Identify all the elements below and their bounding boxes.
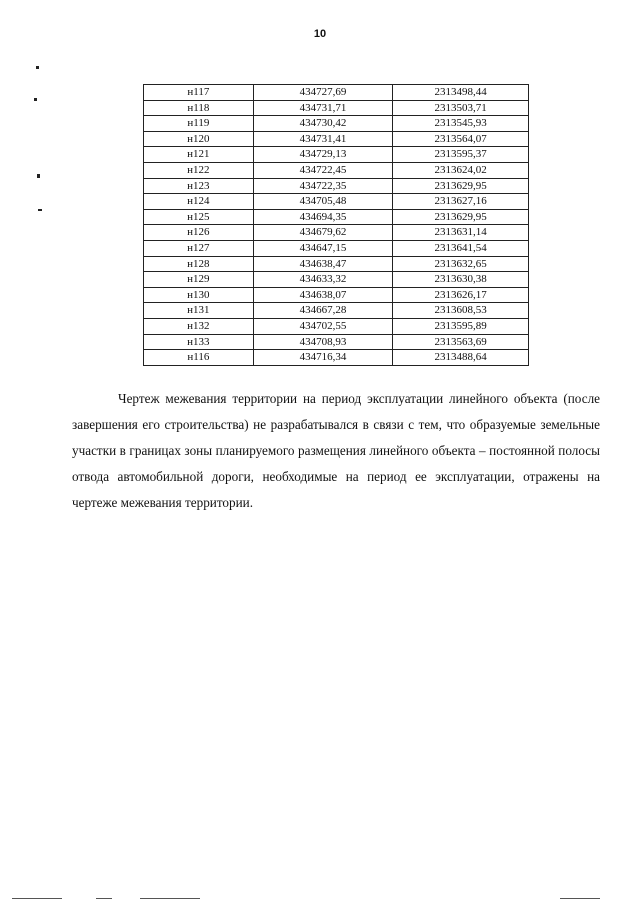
- x-coordinate-cell: 434647,15: [253, 240, 393, 256]
- point-name-cell: н129: [144, 272, 254, 288]
- y-coordinate-cell: 2313626,17: [393, 287, 529, 303]
- x-coordinate-cell: 434716,34: [253, 350, 393, 366]
- x-coordinate-cell: 434722,35: [253, 178, 393, 194]
- coordinates-table: [143, 84, 529, 366]
- table-row: [144, 85, 529, 101]
- table-row: [144, 100, 529, 116]
- point-name-cell: н126: [144, 225, 254, 241]
- point-name-cell: н128: [144, 256, 254, 272]
- point-name-cell: н117: [144, 85, 254, 101]
- y-coordinate-cell: 2313627,16: [393, 194, 529, 210]
- table-row: [144, 256, 529, 272]
- y-coordinate-cell: 2313563,69: [393, 334, 529, 350]
- scan-speck: [38, 209, 42, 211]
- point-name-cell: н125: [144, 209, 254, 225]
- point-name-cell: н124: [144, 194, 254, 210]
- table-row: [144, 350, 529, 366]
- table-row: [144, 178, 529, 194]
- y-coordinate-cell: 2313595,37: [393, 147, 529, 163]
- point-name-cell: н116: [144, 350, 254, 366]
- table-row: [144, 287, 529, 303]
- table-row: [144, 209, 529, 225]
- point-name-cell: н130: [144, 287, 254, 303]
- y-coordinate-cell: 2313630,38: [393, 272, 529, 288]
- x-coordinate-cell: 434694,35: [253, 209, 393, 225]
- point-name-cell: н133: [144, 334, 254, 350]
- x-coordinate-cell: 434729,13: [253, 147, 393, 163]
- point-name-cell: н132: [144, 318, 254, 334]
- y-coordinate-cell: 2313498,44: [393, 85, 529, 101]
- x-coordinate-cell: 434679,62: [253, 225, 393, 241]
- scan-speck: [34, 98, 37, 101]
- table-row: [144, 225, 529, 241]
- y-coordinate-cell: 2313624,02: [393, 162, 529, 178]
- y-coordinate-cell: 2313564,07: [393, 131, 529, 147]
- x-coordinate-cell: 434722,45: [253, 162, 393, 178]
- point-name-cell: н123: [144, 178, 254, 194]
- y-coordinate-cell: 2313545,93: [393, 116, 529, 132]
- scan-line: [12, 898, 62, 899]
- x-coordinate-cell: 434731,41: [253, 131, 393, 147]
- scan-speck: [36, 66, 39, 69]
- y-coordinate-cell: 2313629,95: [393, 209, 529, 225]
- table-row: [144, 162, 529, 178]
- point-name-cell: н120: [144, 131, 254, 147]
- point-name-cell: н122: [144, 162, 254, 178]
- table-row: [144, 272, 529, 288]
- paragraph: Чертеж межевания территории на период эксплуатации линейного объекта (после завершения его строительства) не разрабатывался в связи с тем, что образуемые земельные участки в границах зоны планируемого размещения линейного объекта – постоянной полосы отвода автомобильной дороги, необходимые на период ее эксплуатации, отражены на чертеже межевания территории.: [72, 391, 600, 510]
- scan-line: [96, 898, 112, 899]
- x-coordinate-cell: 434633,32: [253, 272, 393, 288]
- table-row: [144, 131, 529, 147]
- table-row: [144, 116, 529, 132]
- y-coordinate-cell: 2313641,54: [393, 240, 529, 256]
- x-coordinate-cell: 434727,69: [253, 85, 393, 101]
- point-name-cell: н118: [144, 100, 254, 116]
- point-name-cell: н127: [144, 240, 254, 256]
- y-coordinate-cell: 2313488,64: [393, 350, 529, 366]
- table-row: [144, 147, 529, 163]
- x-coordinate-cell: 434667,28: [253, 303, 393, 319]
- scan-line: [560, 898, 600, 899]
- point-name-cell: н131: [144, 303, 254, 319]
- table-row: [144, 240, 529, 256]
- y-coordinate-cell: 2313608,53: [393, 303, 529, 319]
- x-coordinate-cell: 434705,48: [253, 194, 393, 210]
- x-coordinate-cell: 434702,55: [253, 318, 393, 334]
- x-coordinate-cell: 434638,07: [253, 287, 393, 303]
- scan-speck: [37, 174, 40, 178]
- table-row: [144, 303, 529, 319]
- page-number: 10: [313, 28, 327, 40]
- y-coordinate-cell: 2313631,14: [393, 225, 529, 241]
- y-coordinate-cell: 2313503,71: [393, 100, 529, 116]
- table-row: [144, 194, 529, 210]
- point-name-cell: н119: [144, 116, 254, 132]
- x-coordinate-cell: 434731,71: [253, 100, 393, 116]
- point-name-cell: н121: [144, 147, 254, 163]
- x-coordinate-cell: 434730,42: [253, 116, 393, 132]
- x-coordinate-cell: 434638,47: [253, 256, 393, 272]
- y-coordinate-cell: 2313595,89: [393, 318, 529, 334]
- y-coordinate-cell: 2313629,95: [393, 178, 529, 194]
- table-row: [144, 318, 529, 334]
- x-coordinate-cell: 434708,93: [253, 334, 393, 350]
- body-text: [72, 386, 600, 516]
- table-row: [144, 334, 529, 350]
- scan-line: [140, 898, 200, 899]
- y-coordinate-cell: 2313632,65: [393, 256, 529, 272]
